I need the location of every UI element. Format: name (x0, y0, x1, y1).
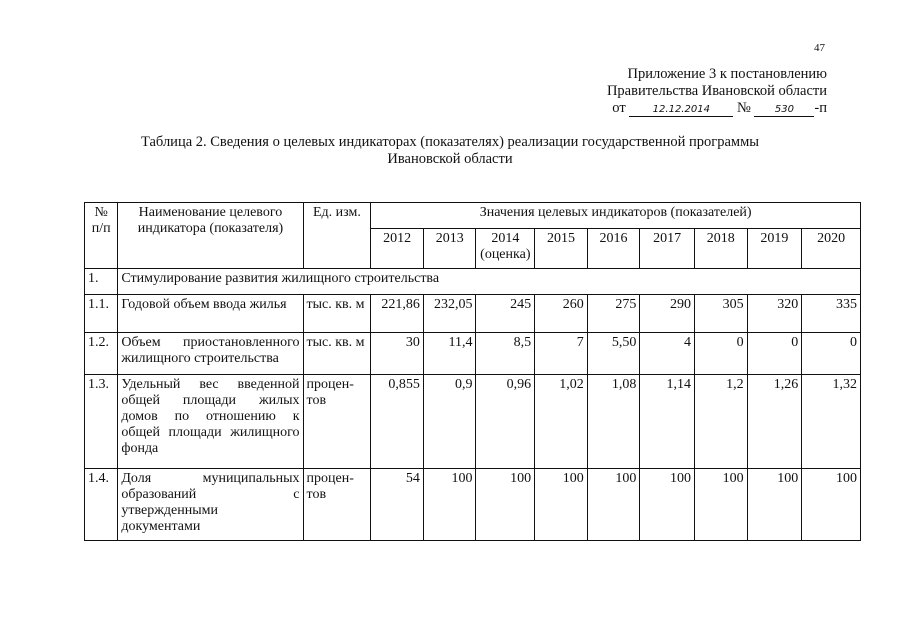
resolution-number: 530 (754, 104, 814, 117)
row-value: 0,855 (371, 375, 424, 469)
header-year: 2017 (640, 229, 695, 269)
appendix-line-1: Приложение 3 к постановлению (627, 66, 827, 82)
row-value: 100 (747, 469, 802, 541)
header-year: 2016 (587, 229, 640, 269)
row-indicator-name: Годовой объем ввода жилья (118, 295, 303, 333)
appendix-header (607, 66, 827, 117)
row-value: 4 (640, 333, 695, 375)
row-value: 100 (476, 469, 535, 541)
table-row (85, 469, 861, 541)
row-value: 7 (535, 333, 588, 375)
row-value: 100 (802, 469, 861, 541)
header-year: 2018 (694, 229, 747, 269)
table-row (85, 333, 861, 375)
table-title-line-2: Ивановской области (387, 151, 513, 167)
row-indicator-name: Доля муниципальных образований с утвержденными документами (118, 469, 303, 541)
row-value: 1,08 (587, 375, 640, 469)
row-num: 1.4. (85, 469, 118, 541)
row-value: 100 (423, 469, 476, 541)
row-value: 1,32 (802, 375, 861, 469)
row-value: 11,4 (423, 333, 476, 375)
from-label: от (612, 100, 626, 116)
row-value: 100 (694, 469, 747, 541)
table-title (100, 134, 800, 168)
appendix-line-3 (607, 100, 827, 117)
section-row (85, 269, 861, 295)
row-value: 221,86 (371, 295, 424, 333)
table-title-line-1: Таблица 2. Сведения о целевых индикаторах (показателях) реализации государственной программы (141, 134, 759, 150)
row-value: 30 (371, 333, 424, 375)
row-num: 1.2. (85, 333, 118, 375)
row-value: 0,9 (423, 375, 476, 469)
row-value: 1,14 (640, 375, 695, 469)
row-value: 275 (587, 295, 640, 333)
header-unit: Ед. изм. (303, 203, 371, 269)
header-num: № п/п (85, 203, 118, 269)
header-year: 2020 (802, 229, 861, 269)
row-value: 1,26 (747, 375, 802, 469)
table-row (85, 295, 861, 333)
table-row (85, 375, 861, 469)
resolution-date: 12.12.2014 (629, 104, 733, 117)
page-number: 47 (814, 42, 825, 54)
row-unit: тыс. кв. м (303, 333, 371, 375)
row-value: 1,2 (694, 375, 747, 469)
row-indicator-name: Объем приостановленного жилищного строительства (118, 333, 303, 375)
row-value: 8,5 (476, 333, 535, 375)
header-year: 2013 (423, 229, 476, 269)
appendix-line-2: Правительства Ивановской области (606, 83, 827, 99)
row-value: 54 (371, 469, 424, 541)
row-num: 1.3. (85, 375, 118, 469)
header-year: 2015 (535, 229, 588, 269)
section-num: 1. (85, 269, 118, 295)
row-value: 232,05 (423, 295, 476, 333)
header-year: 2014 (оценка) (476, 229, 535, 269)
row-num: 1.1. (85, 295, 118, 333)
number-suffix: -п (814, 100, 827, 116)
row-unit: процен-тов (303, 469, 371, 541)
row-unit: процен-тов (303, 375, 371, 469)
row-value: 100 (587, 469, 640, 541)
header-year: 2019 (747, 229, 802, 269)
row-value: 0,96 (476, 375, 535, 469)
row-unit: тыс. кв. м (303, 295, 371, 333)
row-value: 100 (640, 469, 695, 541)
indicators-table (84, 202, 861, 541)
row-value: 0 (694, 333, 747, 375)
header-year: 2012 (371, 229, 424, 269)
row-indicator-name: Удельный вес введенной общей площади жилых домов по отношению к общей площади жилищного фонда (118, 375, 303, 469)
header-values-group: Значения целевых индикаторов (показателей) (371, 203, 861, 229)
row-value: 320 (747, 295, 802, 333)
row-value: 290 (640, 295, 695, 333)
row-value: 100 (535, 469, 588, 541)
row-value: 305 (694, 295, 747, 333)
number-label: № (736, 100, 751, 116)
header-name: Наименование целевого индикатора (показателя) (118, 203, 303, 269)
row-value: 0 (747, 333, 802, 375)
row-value: 0 (802, 333, 861, 375)
section-name: Стимулирование развития жилищного строительства (118, 269, 861, 295)
row-value: 1,02 (535, 375, 588, 469)
row-value: 335 (802, 295, 861, 333)
row-value: 260 (535, 295, 588, 333)
row-value: 245 (476, 295, 535, 333)
row-value: 5,50 (587, 333, 640, 375)
